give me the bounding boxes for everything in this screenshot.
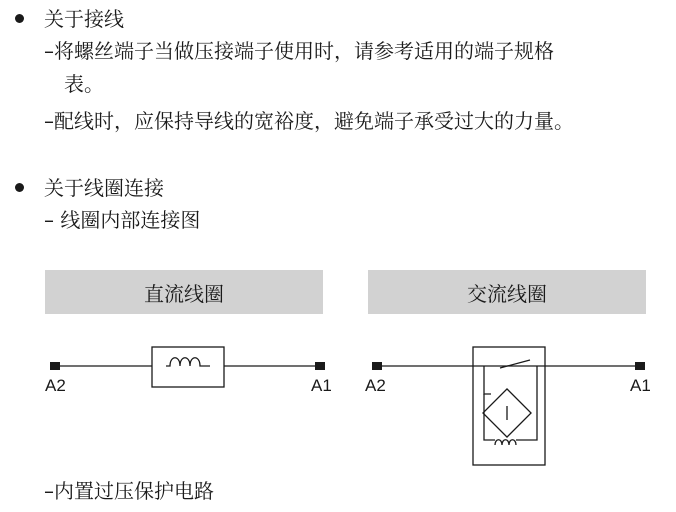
ac-coil-circuit <box>372 347 645 465</box>
dc-coil-header: 直流线圈 <box>45 270 323 314</box>
coil-subtitle: – 线圈内部连接图 <box>44 208 201 232</box>
wiring-note-1: –将螺丝端子当做压接端子使用时，请参考适用的端子规格 <box>44 39 554 63</box>
ac-left-terminal <box>372 362 382 370</box>
ac-right-terminal <box>635 362 645 370</box>
ac-left-terminal-label: A2 <box>365 376 386 395</box>
bullet-point-2 <box>15 183 24 192</box>
section-title-coil: 关于线圈连接 <box>44 176 164 200</box>
wiring-note-1-cont: 表。 <box>64 72 104 96</box>
wiring-note-2: –配线时，应保持导线的宽裕度，避免端子承受过大的力量。 <box>44 109 574 133</box>
ac-right-terminal-label: A1 <box>630 376 651 395</box>
bullet-point-1 <box>15 14 24 23</box>
dc-right-terminal-label: A1 <box>311 376 332 395</box>
coil-wiring-diagram <box>0 330 676 470</box>
dc-coil-icon <box>166 358 210 366</box>
overvoltage-note: –内置过压保护电路 <box>44 479 214 503</box>
ac-coil-icon <box>495 440 516 445</box>
dc-coil-box <box>152 347 224 387</box>
dc-right-terminal <box>315 362 325 370</box>
dc-left-terminal-label: A2 <box>45 376 66 395</box>
ac-coil-header: 交流线圈 <box>368 270 646 314</box>
dc-left-terminal <box>50 362 60 370</box>
dc-coil-circuit <box>50 347 325 387</box>
section-title-wiring: 关于接线 <box>44 7 124 31</box>
